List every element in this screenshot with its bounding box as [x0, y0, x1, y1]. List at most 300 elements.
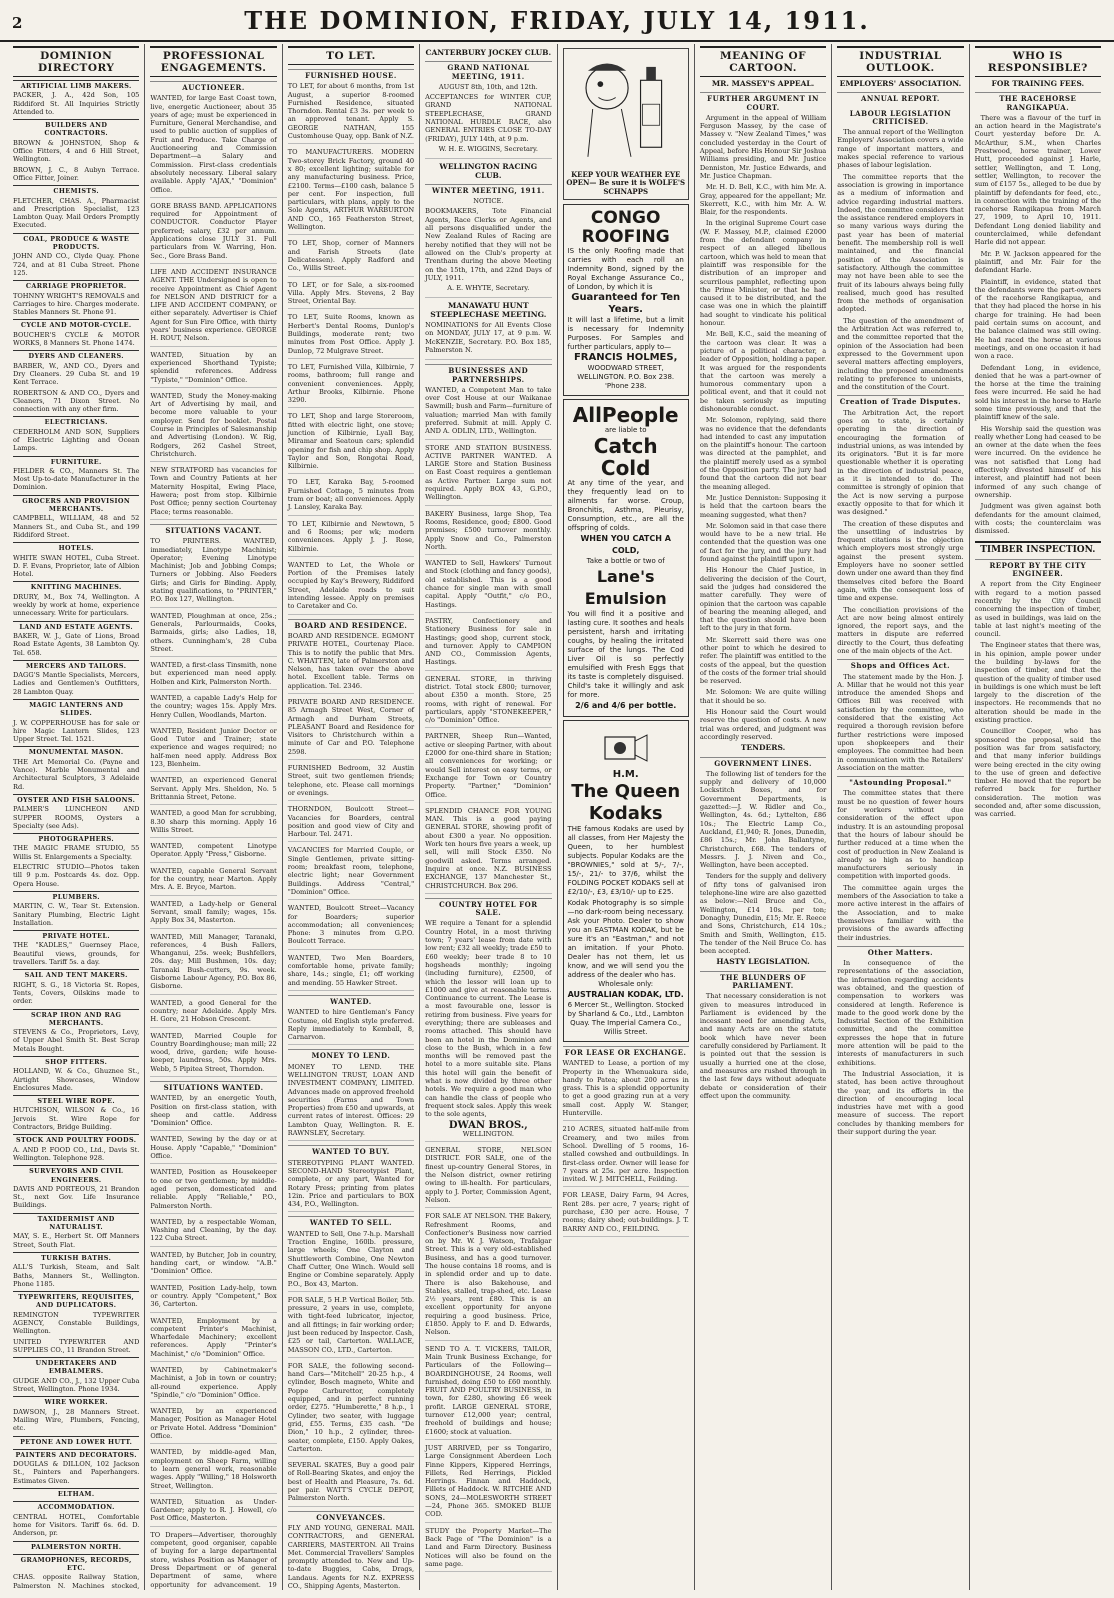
hasty-legislation-head: HASTY LEGISLATION.: [716, 957, 810, 967]
dwan-city: WELLINGTON.: [462, 1129, 514, 1138]
situations-vacant-subhead: SITUATIONS VACANT.: [150, 524, 276, 535]
classified-ad: WANTED, Married Couple for Country Boardinghouse; man mill; 22 wood, drive, garden; wife house-keeper, laundress, 50s. Apply Mrs. Webb, 5 Pipitea Street, Thorndon.: [150, 1032, 276, 1077]
article-paragraph: The Engineer states that there was, in his opinion, ample power under the building by-laws for the inspection of timber, and that the question of the quality of timber used in buildings is one which must be left largely to the discretion of the inspectors. He recommends that no alteration should be made in the existing practice.: [974, 641, 1101, 725]
column-who-is-responsible: [970, 44, 1106, 1590]
directory-category: TYPEWRITERS, REQUISITES, AND DUPLICATORS.: [13, 1291, 139, 1310]
racing-notice: [425, 49, 551, 159]
racing-text: NOMINATIONS for All Events Close on MONDAY, JULY 17, at 9 p.m. W. McKENZIE, Secretary. P.O. Box 185, Palmerston N.: [425, 321, 552, 354]
article-paragraph: That necessary consideration is not given to measures introduced in Parliament is evidenced by the incessant need for amending Acts, and many Acts are on the statute book which have never been carefully considered by Parliament. It is pointed out that the session is usually a hurried one at the close, and measures are rushed through in the last few days without adequate debate or consideration of their effect upon the community.: [699, 992, 827, 1100]
classified-ad: STUDY the Property Market—The Back Page of "The Dominion" is a Land and Farm Directory. Business Notices will also be found on the same page.: [425, 1527, 551, 1572]
directory-category: PLUMBERS.: [13, 891, 139, 901]
directory-category: ELTHAM.: [13, 1488, 139, 1498]
article-paragraph: Councillor Cooper, who has sponsored the proposal, said the position was far from satisfactory, and that many inferior buildings were being erected in the city owing to the use of green and defective timber. He moved that the report be referred back for further consideration. The motion was seconded and, after some discussion, was carried.: [974, 727, 1101, 819]
classified-ad: SEVERAL SKATES, Buy a good pair of Roll-Bearing Skates, and enjoy the best of Health and Pleasure, 7s. 6d. per pair. WATT'S CYCLE DEPOT, Palmerston North.: [288, 1461, 414, 1506]
directory-category: TURKISH BATHS.: [13, 1252, 139, 1262]
classified-ad: WANTED, a good General for the country; near Adelaide. Apply Mrs. H. Gore, 21 Hobson Crescent.: [150, 999, 276, 1028]
situations-wanted-ads: [150, 1094, 276, 1590]
directory-category: OYSTER AND FISH SALOONS.: [13, 794, 139, 804]
tenders-head: TENDERS.: [740, 743, 786, 753]
article-paragraph: Plaintiff, in evidence, stated that the defendants were the part-owners of the racehorse Rangikapua, and that they had placed the horse in his charge for training. He had been paid certain sums on account, and the balance claimed was still owing. He had raced the horse at various meetings, and on one occasion it had won a race.: [974, 277, 1101, 361]
article-paragraph: His Honour the Chief Justice, in delivering the decision of the Court, said the judges had considered the matter carefully. They were of opinion that the cartoon was capable of bearing the meaning alleged, and that the question should have been left to the jury in that form.: [699, 566, 827, 633]
classified-ad: WANTED, Situation as Under-Gardener; apply to R. J. Howell, c/o Post Office, Masterton.: [150, 1498, 276, 1527]
classified-ad: WANTED, for large East Coast town, live, energetic Auctioneer, about 35 years of age; must be experienced in Furniture, General Merchandise, and used to public auction of supplies of Fruit and Produce. Take Charge of Auctioneering and Commission Department—a Salary and Commission. First-class credentials absolutely necessary. Liberal salary available. Apply "AJAX," "Dominion" Office.: [150, 94, 276, 198]
article-paragraph: The conciliation provisions of the Act are now being almost entirely ignored, the report says, and the matters in dispute are referred directly to the Court, thus defeating one of the main objects of the Act.: [837, 605, 964, 655]
article-paragraph: His Worship said the question was really whether Long had ceased to be an owner at the date when the fees were incurred. On the evidence he was not satisfied that Long had effectively divested himself of his interest, and plaintiff had not been informed of any such change of ownership.: [974, 424, 1101, 499]
column-to-let: [283, 44, 420, 1590]
directory-entry: ROBERTSON & AND CO., Dyers and Cleaners, 71 Dixon Street. No connection with any other firm.: [13, 388, 140, 414]
racing-notice: [425, 302, 551, 360]
article-paragraph: The Arbitration Act, the report goes on to state, is certainly operating in the direction of encouraging the formation of industrial unions, as was intended by its originators. "But it is far more questionable whether it is operating in the direction of industrial peace, as it is intended to do. The committee is strongly of opinion that the Act is now serving a purpose exactly opposite to that for which it was designed.": [837, 408, 964, 517]
classified-ad: STEREOTYPING PLANT WANTED. SECOND-HAND Stereotypist Plant, complete, or any part, Wanted for Rotary Press; printing from plates 12in. Price and particulars to BOX 434, P.O., Wellington.: [288, 1159, 414, 1213]
article-paragraph: The statement made by the Hon. J. A. Millar that he would not this year introduce the amended Shops and Offices Bill was received with satisfaction by the committee, who considered that the existing Act required a thorough revision before further restrictions were imposed upon shopkeepers and their employees. The committee had been in communication with the Retailers' Association on the matter.: [837, 672, 964, 772]
massey-appeal-sub: FURTHER ARGUMENT IN COURT.: [700, 92, 826, 112]
directory-category: WIRE WORKER.: [13, 1396, 139, 1406]
kodak-queen: The Queen: [571, 781, 681, 802]
racing-sign: A. E. WHYTE, Secretary.: [447, 284, 530, 293]
classified-ad: FOR SALE, the following second-hand Cars—"Mitchell" 20-25 h.p., 4 cylinder, Bosch magneto, White and Poppe Carburettor, completely equipped, and in perfect running order, £275. "Humberette," 8 h.p., 1 Cylinder, two seater, with luggage grid, £55. Terms, £35 cash. "De Dion," 10 h.p., 2 cylinder, three-seater, complete, £150. Apply Oakes, Carterton.: [288, 1362, 414, 1457]
directory-category: SHOP FITTERS.: [13, 1056, 139, 1066]
classified-ad: FOR LEASE, Dairy Farm, 94 Acres, Rent 28s. per acre, 7 years; right of purchase, £30 per acre. House, 7 rooms; dairy shed; out-buildings. J. T. BARRY AND CO., FEILDING.: [563, 1191, 689, 1236]
congo-text2: It will last a lifetime, but a limit is necessary for Indemnity Purposes. For Samples and further particulars, apply to—: [567, 316, 684, 351]
newspaper-title: THE DOMINION, FRIDAY, JULY 14, 1911.: [244, 6, 870, 35]
classified-ad: WANTED, a Competent Man to take over Cost House at our Waikanae Sawmill; bush and Farm—furniture of valuation; married Man with family preferred. Submit at mill. Apply C. AND A. ODLIN, LTD., Wellington.: [425, 386, 551, 440]
racing-dates: AUGUST 8th, 10th, and 12th.: [438, 82, 538, 91]
congo-text: IS the only Roofing made that carries with each roll an Indemnity Bond, signed by the Royal Exchange Assurance Co., of London, by which it is: [567, 247, 684, 291]
classified-ad: WANTED, a first-class Tinsmith, none but experienced man need apply. Holben and Kirk, Palmerston North.: [150, 661, 276, 690]
businesses-subhead: BUSINESSES AND PARTNERSHIPS.: [425, 364, 551, 384]
racing-notices: [425, 49, 551, 360]
classified-ad: FOR SALE, 5 H.P. Vertical Boiler, 5tb. pressure, 2 years in use, complete, with tight-feed lubricator, injector, and all fittings; in fair working order; just been reduced by Inspector. Cash, £25 or tail, Carterton. WALLACE, MASSON CO., LTD., Carterton.: [288, 1296, 414, 1358]
lane-text: At any time of the year, and they frequently lead on to ailments far worse. Croup, Bronchitis, Asthma, Pleurisy, Consumption, etc., are all the offspring of colds.: [567, 479, 684, 532]
directory-category: PRIVATE HOTEL.: [13, 930, 139, 940]
racing-head: WELLINGTON RACING CLUB.: [439, 162, 538, 180]
directory-entry: DAWSON, J., 28 Manners Street. Mailing Wire, Plumbers, Fencing, etc.: [13, 1407, 140, 1433]
lane-text2: You will find it a positive and lasting cure. It soothes and heals persistent, harsh and irritating coughs, by healing the irritated surface of the lungs. The Cod Liver Oil is so perfectly emulsified with Fresh Eggs that its taste is completely disguised. Child's take it willingly and ask for more.: [567, 610, 684, 699]
classified-ad: GORE BRASS BAND. APPLICATIONS required for Appointment of CONDUCTOR. Conductor Player preferred; salary, £32 per annum. Applications close JULY 31. Full particulars from W. Warring, Hon. Sec., Gore Brass Band.: [150, 202, 276, 264]
directory-category: GRAMOPHONES, RECORDS, ETC.: [13, 1554, 139, 1573]
kodak-address: 6 Mercer St., Wellington. Stocked by Sharland & Co., Ltd., Lambton Quay. The Imperial Camera Co., Willis Street.: [567, 1001, 684, 1036]
classified-ad: TO PRINTERS. WANTED, immediately, Linotype Machinist; Operator; Evening Linotype Machinist; Job and Jobbing Comps; Turners or Jobbing. Also Feeders Girls; and Girls for Binding. Apply, stating qualifications, to "PRINTER," P.O. Box 127, Wellington.: [150, 537, 276, 607]
columns: [8, 44, 1106, 1590]
massey-appeal-head: MR. MASSEY'S APPEAL.: [711, 79, 815, 88]
article-paragraph: A report from the City Engineer with regard to a motion passed recently by the City Council concerning the inspection of timber, as used in buildings, was laid on the table at last night's meeting of the council.: [974, 580, 1101, 639]
article-paragraph: Defendant Long, in evidence, denied that he was a part-owner of the horse at the time the training fees were incurred. He said he had sold his interest in the horse to Harle some time previously, and that the plaintiff knew of the sale.: [974, 363, 1101, 422]
article-paragraph: His Honour said the Court would reserve the question of costs. A new trial was ordered, and judgment was accordingly reserved.: [699, 708, 827, 741]
industrial-body-1: [837, 128, 963, 391]
racing-sub: GRAND NATIONAL MEETING, 1911.: [425, 61, 551, 81]
to-let-heading: TO LET.: [288, 46, 414, 65]
classified-ad: WANTED, Situation by an experienced Shorthand Typiste; splendid references. Address "Typiste," "Dominion" Office.: [150, 351, 276, 388]
responsible-heading: WHO IS RESPONSIBLE?: [975, 46, 1101, 77]
queen-kodaks-ad: [563, 720, 689, 1042]
classified-ad: TO LET, Shop, corner of Manners and Farish Streets (late Delicatessen). Apply Radford and Co., Willis Street.: [288, 239, 414, 276]
conveyances-ads: [288, 1524, 414, 1590]
directory-category: STOCK AND POULTRY FOODS.: [13, 1134, 139, 1144]
directory-heading: DOMINION DIRECTORY: [13, 46, 139, 77]
classified-ad: WANTED, Employment by a competent Printer's Machinist, Wharfedale Machinery; excellent references. Apply "Printer's Machinist," c/o "Dominion" Office.: [150, 1317, 276, 1362]
other-matters-sub: Other Matters.: [837, 946, 963, 957]
directory-category: ELECTRICIANS.: [13, 416, 139, 426]
classified-ad: WANTED, Position as Housekeeper to one or two gentlemen; by middle-aged person, domesticated and reliable. Apply "Reliable," P.O., Palmerston North.: [150, 1168, 276, 1213]
businesses-ads: [425, 386, 551, 894]
classified-ad: TO LET, Suite Rooms, known as Herbert's Dental Rooms, Dunlop's Buildings, moderate rent; two minutes from Post Office. Apply J. Dunlop, 72 Mulgrave Street.: [288, 313, 414, 358]
directory-category: SCRAP IRON AND RAG MERCHANTS.: [13, 1009, 139, 1028]
directory-entry: RIGHT, S. G., 18 Victoria St. Ropes, Tents, Covers, Oilskins made to order.: [13, 980, 140, 1006]
classified-ad: WANTED, Resident Junior Doctor or Good Tutor and Trainer; state experience and wages required; no half-men need apply. Address Box 123, Blenheim.: [150, 727, 276, 772]
directory-category: PHOTOGRAPHERS.: [13, 833, 139, 843]
classified-ad: FURNISHED Bedroom, 32 Austin Street, suit two gentlemen friends; telephone, etc. Please call mornings or evenings.: [288, 764, 414, 801]
racehorse-sub: THE RACEHORSE RANGIKAPUA.: [975, 92, 1101, 112]
directory-category: UNDERTAKERS AND EMBALMERS.: [13, 1357, 139, 1376]
wanted-to-buy-subhead: WANTED TO BUY.: [288, 1145, 414, 1156]
lanes-emulsion-ad: [563, 399, 689, 717]
industrial-body-4: [837, 789, 963, 941]
racing-text: BOOKMAKERS, Tote Financial Agents, Race Clerks or Agents, and all persons disqualified under the New Zealand Rules of Racing are hereby notified that they will not be allowed on the Club's property at Trentham during the above Meeting on the 15th, 17th, and 22nd Days of JULY, 1911.: [425, 207, 552, 282]
classified-ad: NEW STRATFORD has vacancies for Town and Country Patients at her Maternity Hospital, Ewing Place, Hawera; post from stop. Kilbirnie Post Office; penny section Courtenay Place; terms reasonable.: [150, 466, 276, 520]
classified-ad: TO LET, Karaka Bay, 5-roomed Furnished Cottage, 5 minutes from tram or boat; all conveniences. Apply J. Lansley, Karaka Bay.: [288, 478, 414, 515]
directory-category: ARTIFICIAL LIMB MAKERS.: [13, 80, 139, 90]
article-paragraph: Mr. Bell, K.C., said the meaning of the cartoon was clear. It was a picture of a political character, a leader of Opposition, holding a paper. It was argued for the respondents that the cartoon was merely a humorous commentary upon a political event, and that it could not be taken seriously as imputing dishonourable conduct.: [699, 330, 827, 413]
classified-ad: GENERAL STORE, in thriving district. Total stock £800; turnover, about £350 a month. Store, 25 rooms, with right of renewal. For particulars, apply "STONEKEEPER," c/o "Dominion" Office.: [425, 675, 551, 729]
classified-ad: WANTED, a Lady-help or General Servant, small family; wages, 15s. Apply Box 34, Masterton.: [150, 900, 276, 929]
directory-category: PETONE AND LOWER HUTT.: [13, 1436, 139, 1446]
schnapps-cartoon: [563, 48, 689, 200]
timber-body: [975, 580, 1101, 818]
situations-vacant-ads: [150, 537, 276, 1077]
classified-ad: TO LET, Shop and large Storeroom, fitted with electric light, one stove; junction of Kilbirnie, Lyall Bay, Miramar and Seatoun cars; splendid opening for fish and chip shop. Apply Taylor and Son, Rongotai Road, Kilbirnie.: [288, 412, 414, 474]
directory-category: LAND AND ESTATE AGENTS.: [13, 621, 139, 631]
wanted-to-sell-ads: [288, 1230, 414, 1507]
article-paragraph: Argument in the appeal of William Ferguson Massey, by the case of Massey v. "New Zealand Times," was concluded yesterday in the Court of Appeal, before His Honour Sir Joshua Williams presiding, and Mr. Justice Denniston, Mr. Justice Edwards, and Mr. Justice Chapman.: [699, 113, 827, 180]
auctioneer-subhead: AUCTIONEER.: [150, 81, 276, 92]
article-paragraph: The committee again urges the members of the Association to take a more active interest in the affairs of the Association, and to make themselves familiar with the provisions of the awards affecting their industries.: [837, 883, 964, 942]
wanted-to-sell-subhead: WANTED TO SELL.: [288, 1216, 414, 1227]
directory-category: SURVEYORS AND CIVIL ENGINEERS.: [13, 1165, 139, 1184]
city-engineer-sub: REPORT BY THE CITY ENGINEER.: [975, 559, 1101, 579]
schnapps-bottle-cartoon: [564, 49, 688, 169]
directory-entry: CEDERHOLM AND SON, Suppliers of Electric Lighting and Ocean Lamps.: [13, 427, 140, 453]
classified-ad: TO MANUFACTURERS. MODERN Two-storey Brick Factory, ground 40 x 80; excellent lighting; suitable for any manufacturing business. Price, £2100. Terms—£100 cash, balance 5 per cent. For inspection, full particulars, with plans, apply to the Sole Agents, ARTHUR WARBURTON AND CO., 165 Featherston Street, Wellington.: [288, 148, 414, 235]
directory-category: CYCLE AND MOTOR-CYCLE.: [13, 319, 139, 329]
article-paragraph: Mr. Skerrett said there was one other point to which he desired to refer. The plaintiff was entitled to the costs of the appeal, but the question of the costs of the former trial should be reserved.: [699, 635, 827, 686]
country-hotel-text: WE require a Tenant for a splendid Country Hotel, in a most thriving town; 7 years' lease from date with low rent; £32 all weekly; trade £50 to £60 weekly; beer trade 8 to 10 hogsheads monthly; ingoing (including furniture), £2500, of which the lessor will loan up to £1000 and give at reasonable terms. Continuance to current. The Lease is a most favourable one, lessor is retiring from business. Five years for everything; there are subleases and rooms attached. This should have been an hotel in the Dominion and close to the Bush, which in a few months will be removed past the hotel to a more suitable site. Plans this hotel will gain the benefit of what is now divided by three other hotels. We require a good man who can handle the class of people who frequent stock sales. Apply this week to the sole agents,: [425, 919, 552, 1119]
directory-entry: ALL'S Turkish, Steam, and Salt Baths, Manners St., Wellington. Phone 1185.: [13, 1263, 140, 1288]
industrial-body-2: [837, 409, 963, 656]
racing-dates: NOTICE.: [473, 197, 504, 206]
directory-category: MERCERS AND TAILORS.: [13, 660, 139, 670]
directory-category: TAXIDERMIST AND NATURALIST.: [13, 1213, 139, 1232]
article-paragraph: Tenders for the supply and delivery of fifty tons of galvanised iron telephone-line wire are also gazetted as below:—Neil Bruce and Co., Wellington, £14 10s. per ton; Donaghy, Dunedin, £15; Mr. E. Reece and Sons, Christchurch, £14 10s.; Smith and Smith, Wellington, £15. The tender of the Neil Bruce Co. has been accepted.: [699, 872, 827, 956]
kodak-hm: H.M.: [612, 769, 639, 780]
directory-entry: BARBER, W., AND CO., Dyers and Dry Cleaners. 29 Cuba St. and 19 Kent Terrace.: [13, 361, 140, 387]
classified-ad: MONEY TO LEND. THE WELLINGTON TRUST, LOAN AND INVESTMENT COMPANY, LIMITED. Advances made on approved freehold securities (Farms and Town Properties) from £50 and upwards, at current rates of interest. Offices: 29 Lambton Quay, Wellington. R. E. RAWNSLEY, Secretary.: [288, 1063, 414, 1142]
classified-ad: WANTED, Boulcott Street—Vacancy for Boarders; superior accommodation; all conveniences; Phone: 3 minutes from G.P.O. Boulcott Terrace.: [288, 904, 414, 949]
employers-assoc-head: EMPLOYERS' ASSOCIATION.: [839, 79, 962, 88]
classified-ad: WANTED, a good Man for scrubbing, 8.30 sharp this morning. Apply 16 Willis Street.: [150, 809, 276, 838]
professional-heading: PROFESSIONAL ENGAGEMENTS.: [150, 46, 276, 77]
classified-ad: WANTED to Let, the Whole or Portion of the Premises lately occupied by Kay's Brewery, Riddiford Street, Adelaide roads to suit intending lessee. Apply on premises to Caretaker and Co.: [288, 561, 414, 615]
wanted-to-buy-ads: [288, 1159, 414, 1213]
classified-ad: FLY AND YOUNG, GENERAL MAIL CONTRACTORS, and GENERAL CARRIERS, MASTERTON. All Trains Met. Commercial Travellers' Samples promptly attended to. New and Up-to-date Buggies, Cabs, Drags, Landaus. Agents for N.Z. EXPRESS CO., Shipping Agents, Masterton.: [288, 1524, 414, 1590]
directory-entry: CHAS. opposite Railway Station, Palmerston N. Machines stocked,: [13, 1573, 140, 1590]
article-paragraph: The annual report of the Wellington Employers' Association covers a wide range of important matters, and makes special reference to various phases of labour legislation.: [837, 128, 964, 170]
directory-entry: PALMER'S LUNCHEON AND SUPPER ROOMS, Oysters a Specialty (see Ads).: [13, 805, 140, 830]
country-hotel-ad: [425, 919, 551, 1142]
directory-category: STEEL WIRE ROPE.: [13, 1095, 139, 1105]
classified-ad: WANTED, by Butcher, Job in country, handing cart, or window. "A.B." "Dominion" Office.: [150, 1251, 276, 1280]
column-dominion-directory: [8, 44, 145, 1590]
directory-category: CARRIAGE PROPRIETOR.: [13, 280, 139, 290]
directory-entry: BAKER, W. J., Gate of Lions, Broad Road Estate Agents, 38 Lambton Qy. Tel. 658.: [13, 631, 140, 657]
board-residence-ads: [288, 632, 414, 991]
directory-category: FURNITURE.: [13, 456, 139, 466]
classified-ad: WANTED, Study the Money-making Art of Advertising by mail, and become more valuable to your employer. Send for booklet. Postal Course in Principles of Salesmanship and Advertising (London). W. Rig, Rodgers, 262 Cashel Street, Christchurch.: [150, 392, 276, 462]
classified-ad: TO LET, Furnished Villa, Kilbirnie, 7 rooms, bathroom; full range and convenient conveniences. Apply, Arthur Brooks, Kilbirnie. Phone 3290.: [288, 363, 414, 408]
classified-ad: WANTED, Mill Manager, Taranaki, references, 4 Bush Fallers, Whanganui, 25s. week; Bushfellers, 20s. day; Mill Bushmen, 10s. day; Taranaki Bush-cutters, 9s. week. Gisborne Labour Agency, P.O. Box 86, Gisborne.: [150, 933, 276, 995]
lane-l3: Catch Cold: [593, 434, 658, 480]
shops-offices-sub: Shops and Offices Act.: [837, 659, 963, 670]
classified-ad: BAKERY Business, large Shop, Tea Rooms, Residence, good; £800. Good premises; £500 turnover monthly. Apply Snow and Co., Palmerston North.: [425, 510, 551, 555]
training-fees-head: FOR TRAINING FEES.: [991, 79, 1085, 88]
article-paragraph: Mr. Justice Denniston: Supposing it is held that the cartoon bears the meaning suggested, what then?: [699, 493, 827, 519]
tenders-body: [700, 770, 826, 956]
money-to-lend-subhead: MONEY TO LEND.: [288, 1049, 414, 1060]
classified-ad: TO LET, for about 6 months, from 1st August, a superior 8-roomed Furnished Residence, situated Thorndon. Rental £3 3s. per week to an approved tenant. Apply S. GEORGE NATHAN, 155 Customhouse Quay, opp. Bank of N.Z.: [288, 82, 414, 144]
directory-sections: [13, 80, 139, 1590]
classified-ad: WANTED, Ploughman at once, 25s.; Generals, Parlourmaids, Cooks, Barmaids, girls; also Ladies, 18, others. Cunningham's, 28 Cuba Street.: [150, 612, 276, 657]
kodak-kodaks: Kodaks: [588, 803, 663, 824]
classified-ad: FOR SALE AT NELSON. THE Bakery, Refreshment Rooms, and Confectioner's Business now carried on by Mr. W. J. Watson, Trafalgar Street. This is a very old-established Business, and has a good turnover. The house contains 18 rooms, and is in splendid order and up to date. There is also Bakehouse, and Stables, stalled, trap-shed, etc. Lease 2½ years, rent £80. This is an excellent opportunity for anyone requiring a good business. Price, £1850. Apply to F. and D. Edwards, Nelson.: [425, 1212, 551, 1340]
congo-guarantee: Guaranteed for Ten Years.: [571, 292, 681, 315]
racing-notice: [425, 163, 551, 298]
classified-ad: WANTED, by middle-aged Man, employment on Sheep Farm, willing to learn general work, reasonable wages. Apply "Willing," 18 Holsworth Street, Wellington.: [150, 1448, 276, 1493]
wanted-subhead: WANTED.: [288, 995, 414, 1006]
directory-entry: JOHN AND CO., Clyde Quay. Phone 724, and at 81 Cuba Street. Phone 125.: [13, 252, 140, 277]
classified-ad: GENERAL STORE, NELSON DISTRICT. FOR SALE, one of the finest up-country General Stores, in the Nelson district, owner retiring owing to ill-health. For particulars, apply to J. Porter, Commission Agent, Nelson.: [425, 1146, 551, 1208]
article-paragraph: The following list of tenders for the supply and delivery of 10,000 Lockstitch Boxes, and for Government Departments, is gazetted:—J. W. Ridler and Co., Wellington, 4s. 6d.; Lyttelton, £86 10s.; The Electric Lamp Co., Auckland, £1,940; R. Jones, Dunedin, £86 15s.; Mr. John Ballantyne, Christchurch, £68. The tenders of Messrs. J. J. Niven and Co., Wellington, have been accepted.: [699, 769, 827, 870]
kodak-wholesale: Wholesale only:: [598, 980, 654, 988]
congo-roofing-ad: [563, 204, 689, 396]
situations-wanted-subhead: SITUATIONS WANTED.: [150, 1081, 276, 1092]
directory-entry: BOUCHER'S CYCLE & MOTOR WORKS, 8 Manners St. Phone 1474.: [13, 330, 140, 348]
directory-category: CHEMISTS.: [13, 185, 139, 195]
congo-title: CONGO ROOFING: [581, 208, 670, 247]
lane-l2: are liable to: [604, 426, 647, 434]
article-paragraph: The creation of these disputes and the unsettling of industries by frequent citations is the objection which employers most strongly urge against the present system. Employers have no sooner settled down under one award than they find themselves cited before the Board again, with the consequent loss of time and expense.: [837, 519, 964, 603]
trade-disputes-sub: Creation of Trade Disputes.: [837, 395, 963, 406]
directory-entry: PACKER, J. A., 42d Son, 105 Riddiford St. All Inquiries Strictly Attended to.: [13, 91, 140, 116]
column-industrial-outlook: [832, 44, 969, 1590]
lane-when: WHEN YOU CATCH A COLD,: [580, 534, 671, 555]
directory-entry: HOLLAND, W. & Co., Ghuznee St., Airtight Showcases, Window Enclosures Made.: [13, 1067, 140, 1092]
directory-entry: DOUGLAS & DILLON, 102 Jackson St., Painters and Paperhangers. Estimates Given.: [13, 1460, 140, 1485]
classified-ad: WANTED, by a respectable Woman, Washing and Cleaning, by the day. 122 Cuba Street.: [150, 1218, 276, 1247]
racing-sign: W. H. E. WIGGINS, Secretary.: [438, 144, 538, 153]
classified-ad: PARTNER, Sheep Run—Wanted, active or sleeping Partner, with about £2000 for one-third share in Station; all conveniences for working; or would Sell interest on easy terms, or Exchange for Town or Country Property. "Partner," "Dominion" Office.: [425, 732, 551, 802]
directory-entry: TOHNNY WRIGHT'S REMOVALS and Carriages to hire. Charges moderate. Stables Manners St. Phone 91.: [13, 291, 140, 317]
classified-ad: STORE AND STATION BUSINESS. ACTIVE PARTNER WANTED. A LARGE Store and Station Business on East Coast requires a gentleman as Active Partner. Large sum not required. Apply BOX 43, G.P.O., Wellington.: [425, 444, 551, 506]
directory-category: SAIL AND TENT MAKERS.: [13, 969, 139, 979]
to-let-ads: [288, 82, 414, 614]
directory-category: DYERS AND CLEANERS.: [13, 350, 139, 360]
board-residence-subhead: BOARD AND RESIDENCE.: [288, 619, 414, 630]
directory-category: PALMERSTON NORTH.: [13, 1541, 139, 1551]
classified-ad: WANTED, an experienced General Servant. Apply Mrs. Sheldon, No. 5 Brittannia Street, Petone.: [150, 776, 276, 805]
directory-category: MONUMENTAL MASON.: [13, 746, 139, 756]
classified-ad: THORNDON, Boulcott Street—Vacancies for Boarders, central position and good view of City and Harbour. Tel. 2471.: [288, 805, 414, 842]
directory-entry: A. AND P. FOOD CO., Ltd., Davis St. Wellington. Telephone 928.: [13, 1145, 140, 1162]
country-hotel-subhead: COUNTRY HOTEL FOR SALE.: [425, 898, 551, 918]
kodak-camera-illustration: [601, 729, 651, 765]
congo-address: WOODWARD STREET, WELLINGTON. P.O. Box 238. 'Phone 238.: [577, 364, 675, 390]
directory-entry: REMINGTON TYPEWRITER AGENCY, Constable Buildings, Wellington.: [13, 1310, 140, 1336]
classified-ad: WANTED, competent Linotype Operator. Apply "Press," Gisborne.: [150, 842, 276, 863]
directory-entry: ELECTRIC STUDIO—Photos taken till 9 p.m. Postcards 4s. doz. Opp. Opera House.: [13, 863, 140, 888]
classified-ad: WANTED to Lease, a portion of my Property in the Whenuakura side, handy to Patea; about 200 acres in grass. This is a splendid opportunity to get a good grazing run at a very small cost. Apply W. Stanger, Hunterville.: [563, 1059, 689, 1121]
kodak-text: THE famous Kodaks are used by all classes, from Her Majesty the Queen, to her humblest subjects. Popular Kodaks are the "BROWNIES," sold at 5/-, 7/-, 15/-, 21/- to 37/6, whilst the FOLDING POCKET KODAKS sell at £2/10/-, £3, £3/10/- up to £25.: [567, 825, 684, 896]
directory-entry: HUTCHISON, WILSON & Co., 16 Jervois St. Wire Rope for Contractors, Bridge Building.: [13, 1106, 140, 1132]
hasty-legislation-body: [700, 992, 826, 1100]
labour-legislation-sub: LABOUR LEGISLATION CRITICISED.: [849, 108, 952, 126]
classified-ad: WANTED, by Cabinetmaker's Machinist, a Job in town or country; all-round experience. Apply "Spindle," c/o "Dominion" Office.: [150, 1366, 276, 1403]
column-display-ads: [558, 44, 695, 1590]
hasty-legislation-sub: THE BLUNDERS OF PARLIAMENT.: [700, 971, 826, 991]
classified-ad: WANTED, a capable Lady's Help for the country; wages 15s. Apply Mrs. Henry Cullen, Woodlands, Marton.: [150, 694, 276, 723]
racing-head: MANAWATU HUNT STEEPLECHASE MEETING.: [430, 301, 547, 319]
furnished-house-subhead: FURNISHED HOUSE.: [288, 69, 414, 80]
article-paragraph: In consequence of the representations of the association, the information regarding accidents was obtained, and the question of compensation to workers was considered at length. Reference is made to the good work done by the Industrial Section of the Exhibition committee, and the committee expresses the hope that in future more attention will be paid to the interests of manufacturers in such exhibitions.: [837, 959, 964, 1067]
directory-category: HOTELS.: [13, 542, 139, 552]
classified-ad: WANTED, Sewing by the day or at House. Apply "Capable," "Dominion" Office.: [150, 1135, 276, 1164]
article-paragraph: In the original Supreme Court case (W. F. Massey, M.P., claimed £2000 from the defendant company in respect of an alleged libellous cartoon, which was held to mean that plaintiff was responsible for the distribution of an improper and scurrilous pamphlet, reflecting upon the Prime Minister, or that he had caused it to be distributed, and the case was one in which the plaintiff had sought to vindicate his political honour.: [699, 219, 827, 328]
article-paragraph: There was a flavour of the turf in an action heard in the Magistrate's Court yesterday before Dr. A. McArthur, S.M., when Charles Prestwood, horse trainer, Lower Hutt, proceeded against J. Harle, settler, Wellington, and T. Long, settler, Wellington, to recover the sum of £157 5s., alleged to be due by plaintiff by defendants for feed, etc., in connection with the training of the racehorse Rangikapua from March 27, 1909, to April 10, 1911. Defendant Long denied liability and counterclaimed, while defendant Harle did not appear.: [974, 113, 1101, 247]
article-paragraph: Judgment was given against both defendants for the amount claimed, with costs; the counterclaim was dismissed.: [974, 502, 1101, 536]
classified-ad: WANTED, Two Men Boarders, comfortable home, private family; share, 14s.; single, £1; off working and mending. 55 Hawker Street.: [288, 954, 414, 991]
article-paragraph: The question of the amendment of the Arbitration Act was referred to, and the committee reported that the opinion of the Association had been expressed to the Government upon several matters affecting employers, including the proposed amendments relating to preference to unionists, and the constitution of the Court.: [837, 316, 964, 392]
lane-take: Take a bottle or two of: [586, 557, 665, 565]
directory-entry: THE "KADLES," Guernsey Place, Beautiful views, grounds, for travellers. Tariff 5s. a day.: [13, 941, 140, 967]
dwan-bros: DWAN BROS.,: [448, 1119, 528, 1131]
classified-ad: TO LET, Kilbirnie and Newtown, 5 and 6 Rooms; per wk; modern conveniences. Apply J. J. Rose, Kilbirnie.: [288, 520, 414, 557]
industrial-body-3: [837, 673, 963, 773]
astounding-sub: "Astounding Proposal.": [837, 776, 963, 787]
kodak-firm: AUSTRALIAN KODAK, LTD.: [567, 990, 684, 999]
lease-ads: [563, 1059, 689, 1237]
classified-ad: VACANCIES for Married Couple, or Single Gentlemen, private sitting-room; breakfast room, telephone, electric light; near Government Buildings. Address "Central," "Dominion" Office.: [288, 846, 414, 900]
industrial-body-5: [837, 959, 963, 1136]
lease-subhead: FOR LEASE OR EXCHANGE.: [563, 1046, 689, 1057]
massey-appeal-body: [700, 114, 826, 741]
classified-ad: PASTRY, Confectionery and Stationery Business for sale in Hastings; good shop, current stock, and turnover. Apply to CAMPION AND CO., Commission Agents, Hastings.: [425, 617, 551, 671]
classified-ad: JUST ARRIVED, per ss Tongariro, Large Consignment Aberdeen Loch Finne Kippers, Kippered Herrings, Fillets, Red Herrings, Pickled Herrings. Finnan and Haddock, Fillets of Haddock. W. RITCHIE AND SONS, 24—MOLESWORTH STREET—24, Phone 365. SMOKED BLUE COD.: [425, 1444, 551, 1523]
masthead: [0, 0, 1114, 42]
classified-ad: WANTED to Sell, One 7-h.p. Marshall Traction Engine, 160lb. pressure, large wheels; One Clayton and Shuttleworth Combine, One Newton Chaff Cutter, One Winch. Would sell Engine or Combine separately. Apply P.O., Box 43, Marton.: [288, 1230, 414, 1292]
article-paragraph: Mr. P. W. Jackson appeared for the plaintiff, and Mr. Fair for the defendant Harle.: [974, 249, 1101, 275]
classified-ad: SEND TO A. T. VICKERS, TAILOR, Main Trunk Business Exchange, for Particulars of the Following— BOARDINGHOUSE, 24 Rooms, well furnished, doing £50 to £60 monthly. FRUIT AND POULTRY BUSINESS, in town, for £280, showing £6 week profit. LARGE GENERAL STORE, turnover £12,000 year; central, freehold of buildings and house; £1600; stock at valuation.: [425, 1345, 551, 1440]
directory-entry: BROWN, J. C., 8 Aubyn Terrace. Office Fitter, Joiner.: [13, 165, 140, 182]
directory-entry: DAVIS AND PORTEOUS, 21 Brandon St., next Gov. Life Insurance Buildings.: [13, 1184, 140, 1210]
kodak-text2: Kodak Photography is so simple—no dark-room being necessary. Ask your Photo. Dealer to show you an EASTMAN KODAK, but be sure it's an "Eastman," and not an imitation. If your Photo. Dealer has not them, let us know, and we will send you the address of the dealer who has.: [567, 899, 684, 979]
directory-entry: UNITED TYPEWRITER AND SUPPLIES CO., 11 Brandon Street.: [13, 1337, 140, 1354]
article-paragraph: Mr. H. D. Bell, K.C., with him Mr. A. Gray, appeared for the appellant; Mr. Skerrett, K.C., with him Mr. A. W. Blair, for the respondents.: [699, 183, 827, 217]
lane-price: 2/6 and 4/6 per bottle.: [575, 701, 677, 710]
directory-entry: MARTIN, C. W., Tear St. Extension. Sanitary Plumbing, Electric Light Installation.: [13, 902, 140, 927]
congo-firm: FRANCIS HOLMES,: [573, 352, 678, 363]
classified-ad: WANTED, by an experienced Manager, Position as Manager Hotel or Private Hotel. Address "Dominion" Office.: [150, 1407, 276, 1444]
directory-category: KNITTING MACHINES.: [13, 581, 139, 591]
column-meaning-of-cartoon: [695, 44, 832, 1590]
racing-text: ACCEPTANCES for WINTER CUP, GRAND NATIONAL STEEPLECHASE, GRAND NATIONAL HURDLE RACE, also GENERAL ENTRIES CLOSE TO-DAY (FRIDAY), JULY 14th, at 9 p.m.: [425, 93, 552, 143]
lane-brand: Lane's Emulsion: [584, 567, 667, 608]
directory-category: GROCERS AND PROVISION MERCHANTS.: [13, 495, 139, 514]
directory-entry: CENTRAL HOTEL, Comfortable home for Visitors. Tariff 6s. 6d. D. Anderson, pr.: [13, 1512, 140, 1538]
directory-entry: DAGG'S Mantle Specialists, Mercers, Ladies and Gentlemen's Outfitters, 28 Lambton Quay.: [13, 671, 140, 696]
directory-category: MAGIC LANTERNS AND SLIDES.: [13, 699, 139, 718]
article-paragraph: Mr. Solomon: We are quite willing that it should be so.: [699, 688, 827, 705]
column-racing-and-business: [420, 44, 557, 1590]
directory-entry: BROWN & JOHNSTON, Shop & Office Fitters, 4 and 6 Hill Street, Wellington.: [13, 138, 140, 164]
article-paragraph: The Industrial Association, it is stated, has been active throughout the year, and its efforts in the direction of encouraging local industries have met with a good measure of success. The report concludes by thanking members for their support during the year.: [837, 1069, 964, 1137]
industrial-heading: INDUSTRIAL OUTLOOK.: [837, 46, 963, 77]
directory-entry: J. W. COPPERHOUSE has for sale or hire Magic Lantern Slides, 123 Upper Street. Tel. 1521.: [13, 718, 140, 744]
directory-category: BUILDERS AND CONTRACTORS.: [13, 119, 139, 138]
directory-category: ACCOMMODATION.: [13, 1501, 139, 1511]
classified-ad: LIFE AND ACCIDENT INSURANCE AGENT. THE Undersigned is open to receive Appointment as Chief Agent for NELSON AND DISTRICT for a LIFE AND ACCIDENT COMPANY, or either separately. Advertiser is Chief Agent for Sun Fire Office, with thirty years' business experience. GEORGE H. ROUT, Nelson.: [150, 268, 276, 347]
directory-entry: WHITE SWAN HOTEL, Cuba Street. D. F. Evans, Proprietor, late of Albion Hotel.: [13, 553, 140, 579]
article-paragraph: The committee reports that the association is growing in importance as a medium of information and advice regarding industrial matters. Indeed, the committee considers that the assistance rendered employers in so many various ways during the past year has been of material benefit. The membership roll is well maintained, and the financial position of the Association is satisfactory. Although the committee may not have been able to see the fruit of its labours always being fully realised, much good has resulted from the methods of organisation adopted.: [837, 172, 964, 314]
annual-report-sub: ANNUAL REPORT.: [837, 92, 963, 103]
conveyances-subhead: CONVEYANCES.: [288, 1511, 414, 1522]
classified-ad: TO Drapers—Advertiser, thoroughly competent, good organiser, capable of buying for a large departmental store, wishes Position as Manager of Dress Department or of general Department of same, where opportunity for advancement. 19: [150, 1531, 276, 1590]
timber-head: TIMBER INSPECTION.: [975, 541, 1101, 554]
wanted-ads: [288, 1008, 414, 1045]
more-business-ads: [425, 1146, 551, 1572]
classified-ad: WANTED, by an energetic Youth, Position on first-class station, with sheep and cattle. Address "Dominion" Office.: [150, 1094, 276, 1131]
classified-ad: BOARD AND RESIDENCE. EGMONT PRIVATE HOTEL, Courtenay Place. This is to notify the public that Mrs. C. WHATTEN, late of Palmerston and Nelson, has taken over the above hotel. Excellent table. Terms on application. Tel. 2346.: [288, 632, 414, 694]
article-paragraph: Mr. Solomon, replying, said there was no evidence that the defendants had intended to cast any imputation on the plaintiff's honour. The cartoon was directed at the pamphlet, and the plaintiff merely used as a symbol of the Opposition party. The jury had found that the cartoon did not bear the meaning alleged.: [699, 416, 827, 491]
page-number: 2: [12, 14, 23, 32]
classified-ad: 210 ACRES, situated half-mile from Creamery, and two miles from School. Dwelling of 5 rooms, 16-stalled cowshed and outbuildings. In first-class order. Owner will lease for 7 years at 25s. per acre. Inspection invited. W. J. MITCHELL, Feilding.: [563, 1125, 689, 1187]
lane-l1: AllPeople: [572, 403, 679, 427]
directory-entry: MAY, S. E., Herbert St. Off Manners Street, South Flat.: [13, 1232, 140, 1249]
tenders-sub: GOVERNMENT LINES.: [700, 757, 826, 768]
racing-head: CANTERBURY JOCKEY CLUB.: [425, 48, 552, 57]
directory-entry: STEVENS & Co., Proprietors, Levy, of Upper Abel Smith St. Best Scrap Metals Bought.: [13, 1028, 140, 1053]
cartoon-article-heading: MEANING OF CARTOON.: [700, 46, 826, 77]
classified-ad: WANTED, capable General Servant for the country, near Marton. Apply Mrs. A. E. Bryce, Marton.: [150, 867, 276, 896]
classified-ad: WANTED to Sell, Hawkers' Turnout and Stock (clothing and fancy goods), old established. This is a good chance for single man with small capital. Apply "Outfit," c/o P.O., Hastings.: [425, 559, 551, 613]
classified-ad: TO LET, or for Sale, a six-roomed Villa. Apply Mrs. Stevens, 2 Bay Street, Oriental Bay.: [288, 281, 414, 310]
directory-category: PAINTERS AND DECORATORS.: [13, 1449, 139, 1459]
directory-entry: DRURY, M., Box 74, Wellington. A weekly by work at home, experience unnecessary. Write for particulars.: [13, 592, 140, 618]
article-paragraph: Mr. Solomon said in that case there would have to be a new trial. He contended that the question was one of fact for the jury, and the jury had found against the plaintiff upon it.: [699, 521, 827, 564]
directory-entry: GUDGE AND CO., J., 132 Upper Cuba Street, Wellington. Phone 1934.: [13, 1376, 140, 1394]
directory-entry: CAMPBELL, WILLIAM, 48 and 52 Manners St., and Cuba St., and 199 Riddiford Street.: [13, 514, 140, 539]
classified-ad: PRIVATE BOARD AND RESIDENCE. 85 Armagh Street West, Corner of Armagh and Durham Streets, PLEASANT Board and Residence for Visitors to Christchurch within a minute of Car and P.O. Telephone 2598.: [288, 698, 414, 760]
directory-category: COAL, PRODUCE & WASTE PRODUCTS.: [13, 233, 139, 252]
schnapps-caption: KEEP YOUR WEATHER EYE OPEN— Be sure it is WOLFE'S SCHNAPPS: [566, 170, 686, 196]
money-to-lend-ads: [288, 1063, 414, 1142]
article-paragraph: The committee states that there must be no question of fewer hours for workers without due consideration of the effect upon industry. It is an astounding proposal that the hours of labour should be further reduced at a time when the cost of production in New Zealand is already so high as to handicap manufacturers seriously in competition with imported goods.: [837, 789, 964, 881]
auctioneer-ads: [150, 94, 276, 520]
directory-entry: FLETCHER, CHAS. A., Pharmacist and Prescription Specialist, 123 Lambton Quay. Mail Orders Promptly Executed.: [13, 196, 140, 230]
racing-sub: WINTER MEETING, 1911.: [425, 184, 551, 195]
directory-entry: THE MAGIC FRAME STUDIO, 55 Willis St. Enlargements a Specialty.: [13, 844, 140, 861]
classified-ad: WANTED, Position Lady-help, town or country. Apply "Competent," Box 36, Carterton.: [150, 1284, 276, 1313]
classified-ad: SPLENDID CHANCE FOR YOUNG MAN. This is a good paying GENERAL STORE, showing profit of about £300 a year. No opposition. Work ten hours five years a week, up sell, will mill Stock £350. No goodwill asked. Terms arranged. Inquire at once. N.Z. BUSINESS EXCHANGE, 137 Manchester St., CHRISTCHURCH. Box 296.: [425, 807, 551, 894]
column-professional-engagements: [145, 44, 282, 1590]
training-fees-body: [975, 114, 1101, 536]
